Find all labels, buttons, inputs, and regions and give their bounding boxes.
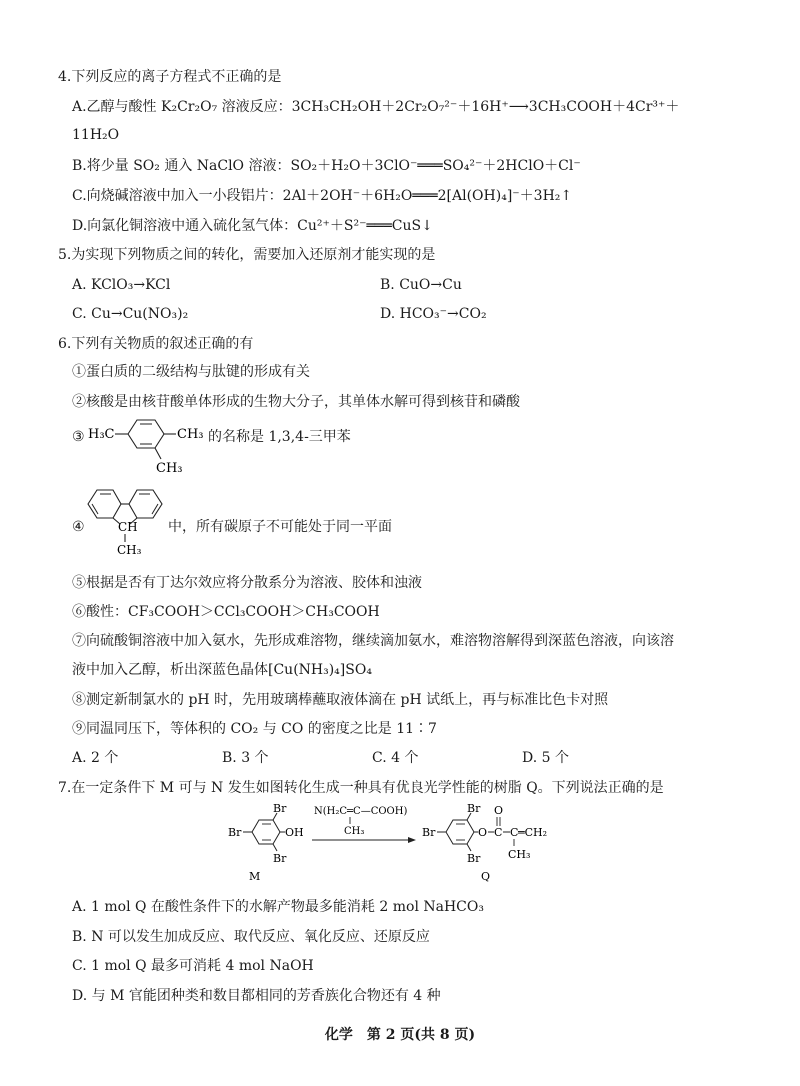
q7-stem: 7.在一定条件下 M 可与 N 发生如图转化生成一种具有优良光学性能的树脂 Q。下列说法正确的是 — [58, 780, 664, 796]
q6-statement-8: ⑧测定新制氯水的 pH 时，先用玻璃棒蘸取液体滴在 pH 试纸上，再与标准比色卡对照 — [72, 692, 609, 708]
m-label-br-bottom: Br — [273, 852, 287, 865]
q6-statement-5: ⑤根据是否有丁达尔效应将分散系分为溶液、胶体和浊液 — [72, 575, 422, 591]
q5-option-a: A. KClO₃→KCl — [72, 277, 171, 293]
q6-statement-4-text: 中，所有碳原子不可能处于同一平面 — [168, 519, 392, 535]
q6-option-a: A. 2 个 — [72, 750, 119, 766]
q6-statement-7-line2: 液中加入乙醇，析出深蓝色晶体[Cu(NH₃)₄]SO₄ — [72, 662, 372, 678]
q6-stem: 6.下列有关物质的叙述正确的有 — [58, 336, 254, 352]
q-label-ch3: CH₃ — [508, 848, 531, 861]
compound-q-label: Q — [481, 870, 491, 883]
q7-option-a: A. 1 mol Q 在酸性条件下的水解产物最多能消耗 2 mol NaHCO₃ — [72, 899, 484, 915]
trimethylbenzene-structure — [86, 412, 216, 474]
q-label-br-left: Br — [422, 826, 436, 839]
q-label-ch2: ═CH₂ — [518, 826, 548, 839]
structure-label-ch: CH — [118, 520, 138, 534]
q5-option-b: B. CuO→Cu — [380, 277, 462, 293]
structure-label-h3c: H₃C — [88, 427, 115, 442]
q6-statement-3-number: ③ — [72, 429, 85, 445]
page-footer: 化学 第 2 页(共 8 页) — [324, 1027, 476, 1043]
q7-option-c: C. 1 mol Q 最多可消耗 4 mol NaOH — [72, 958, 314, 974]
q6-option-b: B. 3 个 — [222, 750, 269, 766]
reagent-n-formula: N(H₂C═C—COOH) — [314, 806, 408, 817]
m-label-br-top: Br — [273, 802, 287, 815]
q6-statement-6: ⑥酸性：CF₃COOH＞CCl₃COOH＞CH₃COOH — [72, 604, 380, 620]
q-label-br-top: Br — [467, 802, 481, 815]
q4-option-b: B.将少量 SO₂ 通入 NaClO 溶液：SO₂＋H₂O＋3ClO⁻═══SO₄²⁻＋2HClO＋Cl⁻ — [72, 158, 581, 174]
structure-label-ch3-right: CH₃ — [177, 427, 204, 442]
q6-statement-3-text: 的名称是 1,3,4-三甲苯 — [208, 429, 351, 445]
q6-option-d: D. 5 个 — [522, 750, 569, 766]
q4-option-d: D.向氯化铜溶液中通入硫化氢气体：Cu²⁺＋S²⁻═══CuS↓ — [72, 218, 433, 234]
m-label-br-left: Br — [228, 826, 242, 839]
q-label-carbonyl-o: O — [494, 804, 504, 817]
q7-option-d: D. 与 M 官能团种类和数目都相同的芳香族化合物还有 4 种 — [72, 988, 441, 1004]
q7-reaction-scheme — [226, 800, 566, 890]
q6-statement-9: ⑨同温同压下，等体积的 CO₂ 与 CO 的密度之比是 11∶7 — [72, 721, 437, 737]
q5-stem: 5.为实现下列物质之间的转化，需要加入还原剂才能实现的是 — [58, 247, 436, 263]
q5-option-c: C. Cu→Cu(NO₃)₂ — [72, 306, 189, 322]
q4-option-c: C.向烧碱溶液中加入一小段铝片：2Al＋2OH⁻＋6H₂O═══2[Al(OH)₄]⁻＋3H₂↑ — [72, 188, 573, 204]
q7-option-b: B. N 可以发生加成反应、取代反应、氧化反应、还原反应 — [72, 929, 430, 945]
structure-label-ch3-bottom: CH₃ — [156, 461, 183, 474]
structure-label-ch3: CH₃ — [117, 543, 142, 557]
q6-statement-4-number: ④ — [72, 519, 85, 535]
q6-statement-1: ①蛋白质的二级结构与肽键的形成有关 — [72, 364, 310, 380]
q6-option-c: C. 4 个 — [372, 750, 419, 766]
q-label-br-bottom: Br — [467, 852, 481, 865]
q4-option-a-line2: 11H₂O — [72, 127, 120, 143]
methylfluorene-structure — [84, 482, 168, 558]
reagent-n-methyl: CH₃ — [344, 826, 365, 837]
m-label-oh: OH — [285, 826, 304, 839]
compound-m-label: M — [249, 870, 261, 883]
q6-statement-7-line1: ⑦向硫酸铜溶液中加入氨水，先形成难溶物，继续滴加氨水，难溶物溶解得到深蓝色溶液，向该溶 — [72, 633, 674, 649]
q5-option-d: D. HCO₃⁻→CO₂ — [380, 306, 487, 322]
q4-stem: 4.下列反应的离子方程式不正确的是 — [58, 69, 282, 85]
q6-statement-2: ②核酸是由核苷酸单体形成的生物大分子，其单体水解可得到核苷和磷酸 — [72, 394, 520, 410]
q-label-o: O — [478, 826, 488, 839]
q4-option-a-line1: A.乙醇与酸性 K₂Cr₂O₇ 溶液反应：3CH₃CH₂OH＋2Cr₂O₇²⁻＋16H⁺⟶3CH₃COOH＋4Cr³⁺＋ — [72, 99, 680, 115]
svg-text:C: C — [494, 826, 503, 839]
svg-text:C: C — [510, 826, 519, 839]
